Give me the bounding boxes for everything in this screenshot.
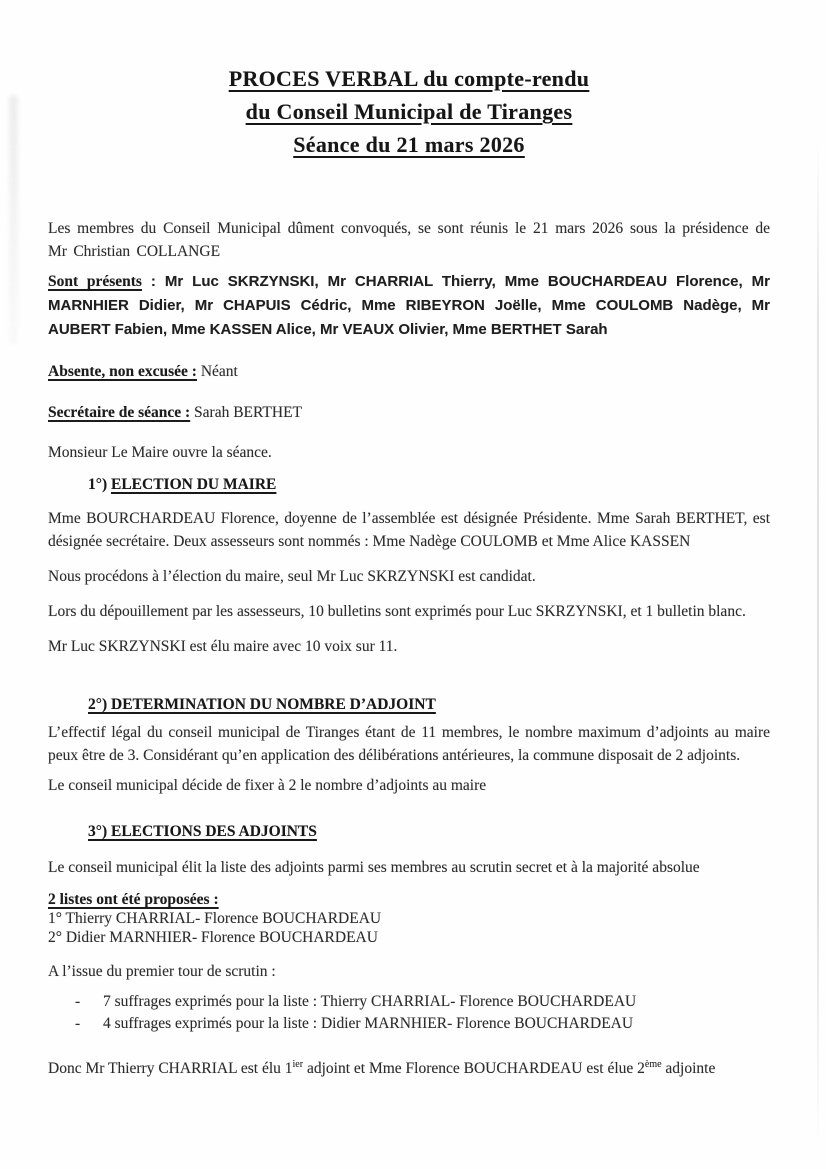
intro-paragraph: Les membres du Conseil Municipal dûment convoqués, se sont réunis le 21 mars 2026 sous la présidence de Mr Christian COLLANGE bbox=[48, 220, 770, 260]
conclusion-part-1: Donc Mr Thierry CHARRIAL est élu 1 bbox=[48, 1060, 293, 1077]
attendees-paragraph bbox=[48, 270, 770, 342]
section2-paragraph-2: Le conseil municipal décide de fixer à 2 le nombre d’adjoints au maire bbox=[48, 777, 487, 794]
list-item bbox=[48, 991, 770, 1013]
section2-number: 2°) bbox=[88, 696, 111, 713]
scan-smudge-artifact bbox=[9, 95, 18, 345]
section2-title: DETERMINATION DU NOMBRE D’ADJOINT bbox=[111, 696, 436, 713]
scan-edge-line-artifact bbox=[817, 140, 819, 1145]
secretary-label: Secrétaire de séance : bbox=[48, 404, 191, 421]
attendees-separator: : bbox=[141, 273, 165, 290]
attendees-label: Sont présents bbox=[48, 273, 142, 290]
section3-heading bbox=[48, 820, 770, 843]
proposed-lists-intro: 2 listes ont été proposées : bbox=[48, 891, 219, 908]
proposed-lists-block bbox=[48, 890, 770, 947]
secretary-value: Sarah BERTHET bbox=[190, 404, 303, 421]
absent-label: Absente, non excusée : bbox=[48, 363, 197, 380]
conclusion-part-3: adjointe bbox=[661, 1060, 716, 1077]
section2-heading bbox=[48, 693, 770, 716]
scrutin-intro: A l’issue du premier tour de scrutin : bbox=[48, 963, 276, 980]
section1-heading bbox=[48, 473, 770, 496]
dash-bullet-icon: - bbox=[75, 993, 81, 1010]
title-line-3: Séance du 21 mars 2026 bbox=[293, 132, 525, 157]
opening-sentence: Monsieur Le Maire ouvre la séance. bbox=[48, 444, 272, 461]
section1-paragraph-2: Nous procédons à l’élection du maire, seul Mr Luc SKRZYNSKI est candidat. bbox=[48, 568, 536, 585]
list-item bbox=[48, 1013, 770, 1035]
absent-value: Néant bbox=[196, 363, 238, 380]
conclusion-sentence bbox=[48, 1057, 770, 1080]
title-line-1: PROCES VERBAL du compte-rendu bbox=[228, 66, 590, 91]
section1-title: ELECTION DU MAIRE bbox=[111, 476, 277, 493]
conclusion-part-2: adjoint et Mme Florence BOUCHARDEAU est élue 2 bbox=[303, 1060, 645, 1077]
proposed-list-2: 2° Didier MARNHIER- Florence BOUCHARDEAU bbox=[48, 929, 378, 946]
section1-paragraph-1: Mme BOURCHARDEAU Florence, doyenne de l’assemblée est désignée Présidente. Mme Sarah BERTHET, est désignée secrétaire. Deux assesseurs sont nommés : Mme Nadège COULOMB et Mme Alice KASSEN bbox=[48, 510, 770, 550]
secretary-paragraph bbox=[48, 401, 770, 424]
title-line-2: du Conseil Municipal de Tiranges bbox=[245, 99, 573, 124]
proposed-list-1: 1° Thierry CHARRIAL- Florence BOUCHARDEAU bbox=[48, 910, 382, 927]
attendees-names: Mr Luc SKRZYNSKI, Mr CHARRIAL Thierry, Mme BOUCHARDEAU Florence, Mr MARNHIER Didier, Mr CHAPUIS Cédric, Mme RIBEYRON Joëlle, Mme COULOMB Nadège, Mr AUBERT Fabien, Mme KASSEN Alice, Mr VEAUX Olivier, Mme BERTHET Sarah bbox=[48, 273, 770, 338]
ordinal-superscript-2: ème bbox=[644, 1058, 662, 1070]
section3-number: 3°) bbox=[88, 823, 111, 840]
ballot-results-list bbox=[48, 991, 770, 1035]
section3-paragraph-1: Le conseil municipal élit la liste des adjoints parmi ses membres au scrutin secret et à la majorité absolue bbox=[48, 859, 700, 876]
document-title bbox=[48, 62, 770, 161]
dash-bullet-icon: - bbox=[75, 1015, 81, 1032]
ordinal-superscript-1: ier bbox=[292, 1058, 304, 1070]
section2-paragraph-1: L’effectif légal du conseil municipal de Tiranges étant de 11 membres, le nombre maximum d’adjoints au maire peux être de 3. Considérant qu’en application des délibérations antérieures, la commune disposait de 2 adjoints. bbox=[48, 724, 770, 764]
section1-paragraph-4: Mr Luc SKRZYNSKI est élu maire avec 10 voix sur 11. bbox=[48, 638, 398, 655]
section3-title: ELECTIONS DES ADJOINTS bbox=[111, 823, 317, 840]
ballot-result-1: 7 suffrages exprimés pour la liste : Thierry CHARRIAL- Florence BOUCHARDEAU bbox=[103, 993, 637, 1010]
section1-number: 1°) bbox=[88, 476, 111, 493]
absent-paragraph bbox=[48, 360, 770, 383]
section1-paragraph-3: Lors du dépouillement par les assesseurs, 10 bulletins sont exprimés pour Luc SKRZYNSKI, et 1 bulletin blanc. bbox=[48, 603, 746, 620]
ballot-result-2: 4 suffrages exprimés pour la liste : Didier MARNHIER- Florence BOUCHARDEAU bbox=[103, 1015, 634, 1032]
